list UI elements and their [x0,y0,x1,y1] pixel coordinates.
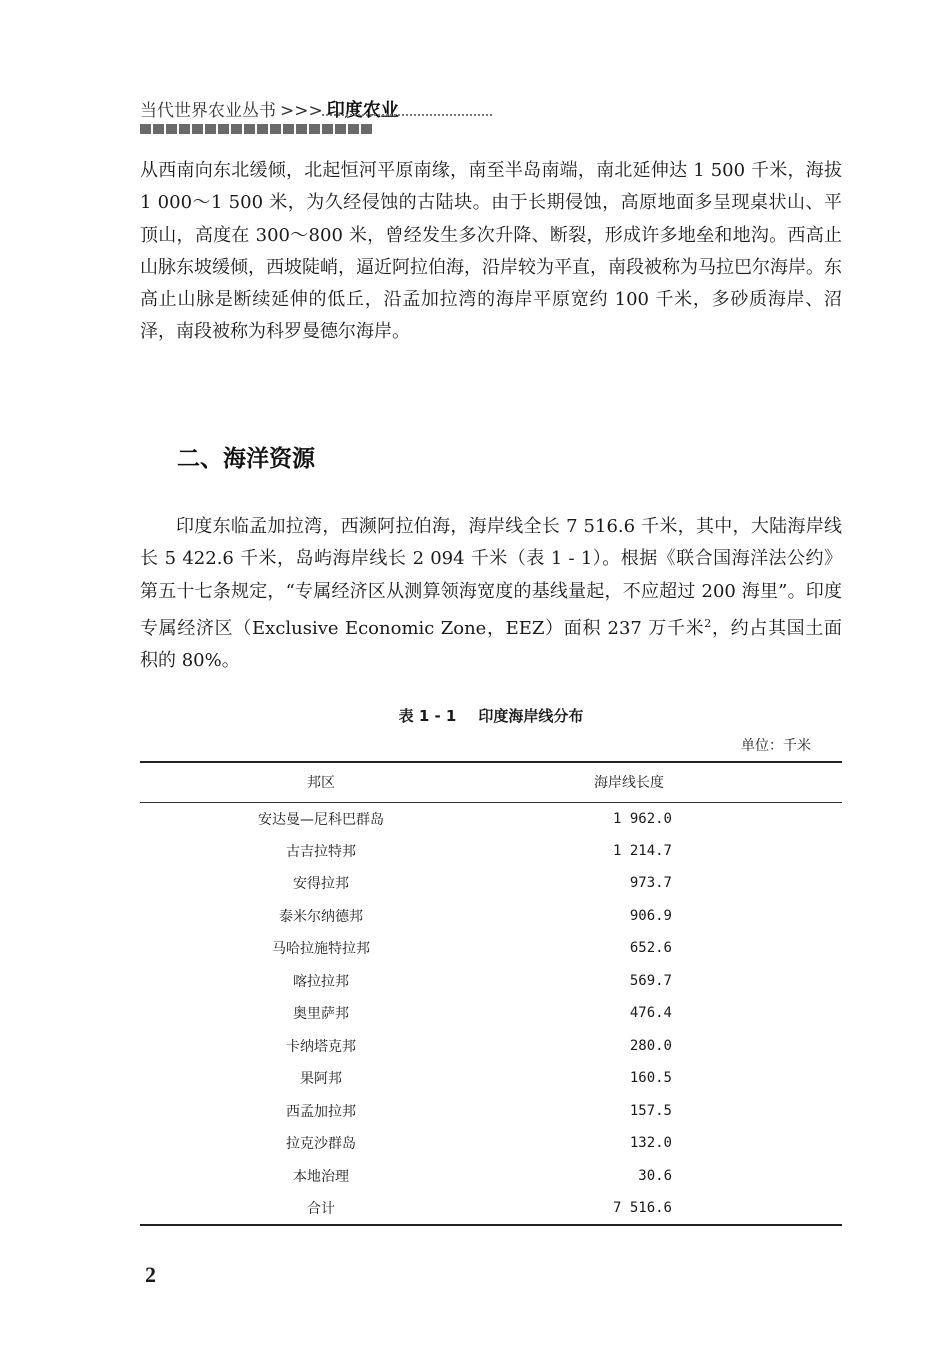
cell-length: 973.7 [629,875,672,892]
header-length: 海岸线长度 [502,762,842,802]
table-row [140,1095,842,1128]
table-number: 表 1 - 1 [398,707,457,725]
table-unit: 单位：千米 [741,738,811,754]
cell-length: 30.6 [638,1167,672,1184]
cell-length: 652.6 [629,940,672,957]
cell-length: 906.9 [629,907,672,924]
cell-region: 泰米尔纳德邦 [279,908,363,925]
table-row-total [140,1192,842,1225]
cell-length: 569.7 [629,972,672,989]
table-row [140,932,842,965]
page-number: 2 [145,1262,156,1287]
cell-region: 喀拉拉邦 [293,973,349,990]
paragraph-marine-resources [140,511,842,677]
table-row [140,802,842,835]
paragraph-text-end: ，约占其国土面积的 80%。 [140,617,842,672]
cell-region: 安达曼—尼科巴群岛 [258,811,384,828]
cell-length: 280.0 [629,1037,672,1054]
table-row [140,900,842,933]
cell-region: 果阿邦 [300,1071,342,1088]
table-row [140,1030,842,1063]
cell-length: 160.5 [629,1070,672,1087]
header-dotted-rule [322,114,492,116]
table-row [140,965,842,998]
table-row [140,1127,842,1160]
header-block-rule [140,124,374,134]
header-arrows: >>> [280,101,323,121]
running-header [140,96,399,122]
header-region: 邦区 [140,762,502,802]
table-row [140,1160,842,1193]
cell-length: 132.0 [629,1135,672,1152]
cell-region: 本地治理 [293,1168,349,1185]
section-heading: 二、海洋资源 [177,446,315,472]
table-row [140,835,842,868]
cell-length: 1 214.7 [612,842,672,859]
cell-region: 拉克沙群岛 [286,1136,356,1153]
table-row [140,1062,842,1095]
paragraph-plateau: 从西南向东北缓倾，北起恒河平原南缘，南至半岛南端，南北延伸达 1 500 千米，海拔 1 000～1 500 米，为久经侵蚀的古陆块。由于长期侵蚀，高原地面多呈现桌状山、平顶山，高度在 300～800 米，曾经发生多次升降、断裂，形成许多地垒和地沟。西高止山脉东坡缓倾，西坡陡峭，逼近阿拉伯海，沿岸较为平直，南段被称为马拉巴尔海岸。东高止山脉是断续延伸的低丘，沿孟加拉湾的海岸平原宽约 100 千米，多砂质海岸、沼泽，南段被称为科罗曼德尔海岸。 [140,160,842,343]
table-caption [140,705,842,726]
cell-length: 157.5 [629,1102,672,1119]
cell-region: 马哈拉施特拉邦 [272,941,370,958]
cell-region: 奥里萨邦 [293,1006,349,1023]
table-row [140,867,842,900]
table-title: 印度海岸线分布 [478,707,584,725]
book-title: 印度农业 [326,100,399,121]
table-header-row [140,762,842,802]
superscript-2: 2 [704,616,712,630]
cell-region: 西孟加拉邦 [286,1103,356,1120]
cell-region: 卡纳塔克邦 [286,1038,356,1055]
cell-region: 安得拉邦 [293,876,349,893]
cell-length: 1 962.0 [612,810,672,827]
cell-length: 476.4 [629,1005,672,1022]
table-row [140,997,842,1030]
coastline-table [140,761,842,1226]
paragraph-text-main: 印度东临孟加拉湾，西濒阿拉伯海，海岸线全长 7 516.6 千米，其中，大陆海岸线长 5 422.6 千米，岛屿海岸线长 2 094 千米（表 1 - 1）。根据《联合国海洋法公约》第五十七条规定，“专属经济区从测算领海宽度的基线量起，不应超过 200 海里”。印度专属经济区（Exclusive Economic Zone，EEZ）面积 237 万千米 [140,516,842,639]
cell-region: 合计 [140,1192,502,1225]
cell-length: 7 516.6 [612,1199,672,1216]
series-title: 当代世界农业丛书 [140,101,276,121]
cell-region: 古吉拉特邦 [286,843,356,860]
